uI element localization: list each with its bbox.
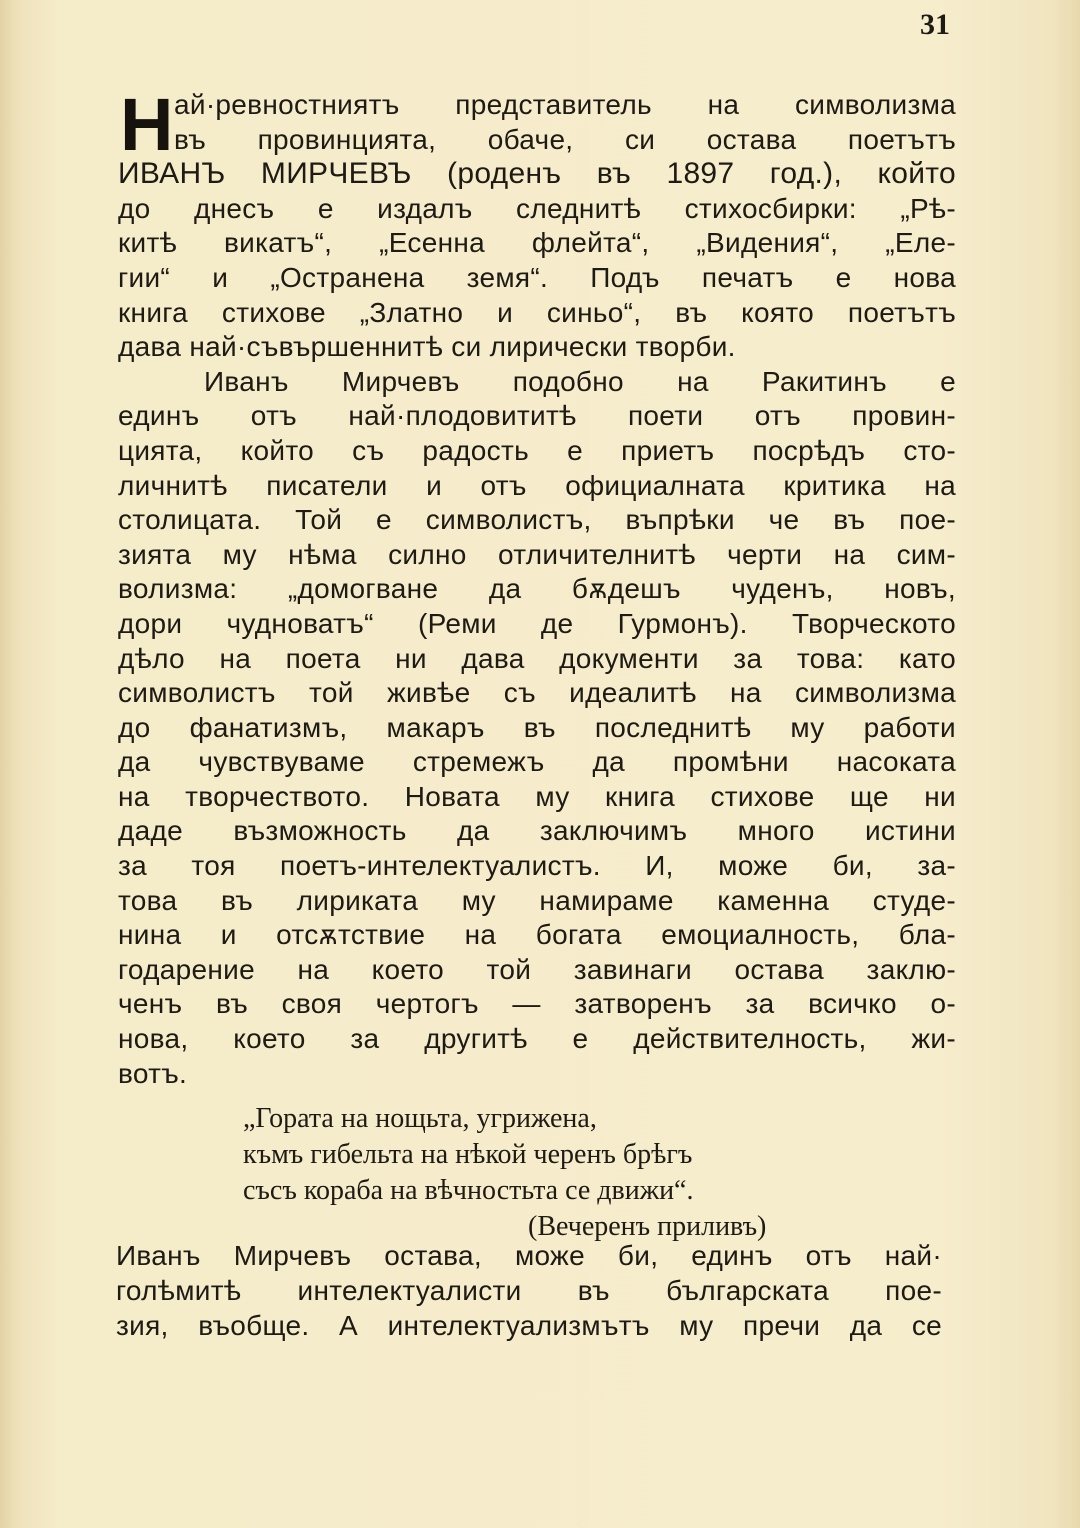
text-line: нина и отсѫтствие на богата емоциалность, бла-: [118, 919, 956, 951]
quote-line: съсъ кораба на вѣчностьта се движи“.: [243, 1175, 694, 1206]
text-line: голѣмитѣ интелектуалисти въ българската поe-: [116, 1275, 942, 1306]
drop-cap: Н: [120, 83, 174, 166]
paragraph-1-opening: [118, 83, 956, 166]
text-line: до фанатизмъ, макаръ въ последнитѣ му работи: [118, 711, 956, 743]
text-line: дѣло на поета ни дава документи за това: като: [118, 642, 956, 674]
text-line: даде възможность да заключимъ много истини: [118, 815, 956, 847]
text-line: китѣ викатъ“, „Есенна флейта“, „Видения“, „Еле-: [118, 227, 956, 259]
text-line: дава най·съвършеннитѣ си лирически творби.: [118, 331, 736, 363]
text-line: нова, което за другитѣ е действителность, жи-: [118, 1023, 956, 1055]
text-line: книга стихове „Златно и синьо“, въ която поетътъ: [118, 296, 956, 328]
text-line: символистъ той живѣе съ идеалитѣ на символизма: [118, 677, 956, 709]
text-line: това въ лириката му намираме каменна студе-: [118, 884, 956, 916]
poem-quote: [243, 1101, 843, 1242]
text-line: въ провинцията, обаче, си остава поетътъ: [174, 123, 956, 155]
quote-source: (Вечеренъ приливъ): [528, 1211, 767, 1242]
text-line: зията му нѣма силно отличителнитѣ черти на сим-: [118, 538, 956, 570]
text-line: Иванъ Мирчевъ подобно на Ракитинъ е: [204, 365, 956, 397]
text-line: гии“ и „Остранена земя“. Подъ печатъ е нова: [118, 261, 956, 293]
text-line: до днесъ е издалъ следнитѣ стихосбирки: „Рѣ-: [118, 192, 956, 224]
text-line: вотъ.: [118, 1057, 188, 1089]
text-line: ай·ревностниятъ представитель на символизма: [174, 89, 956, 120]
text-line: за тоя поетъ-интелектуалистъ. И, може би, за-: [118, 850, 956, 882]
text-line: ИВАНЪ МИРЧЕВЪ (роденъ въ 1897 год.), който: [118, 157, 956, 191]
quote-line: къмъ гибельта на нѣкой черенъ брѣгъ: [243, 1139, 693, 1170]
text-line: цията, който съ радость е приетъ посрѣдъ сто-: [118, 434, 956, 466]
text-line: дори чудноватъ“ (Реми де Гурмонъ). Творческото: [118, 607, 956, 639]
text-line: единъ отъ най·плодовититѣ поети отъ провин-: [118, 400, 956, 432]
body-text: [118, 83, 956, 1091]
text-line: на творчеството. Новата му книга стихове ще ни: [118, 780, 956, 812]
text-line: столицата. Той е символистъ, въпрѣки че въ поe-: [118, 504, 956, 536]
text-line: ченъ въ своя чертогъ — затворенъ за всичко о-: [118, 988, 956, 1020]
page-number: 31: [920, 8, 950, 41]
text-line: зия, въобще. А интелектуализмътъ му пречи да се: [116, 1310, 942, 1341]
text-line: Иванъ Мирчевъ остава, може би, единъ отъ най·: [116, 1240, 942, 1271]
text-line: да чувствуваме стремежъ да промѣни насоката: [118, 746, 956, 778]
quote-line: „Гората на нощьта, угрижена,: [243, 1103, 597, 1134]
text-line: волизма: „домогване да бѫдешъ чуденъ, новъ,: [118, 573, 956, 605]
text-line: личнитѣ писатели и отъ официалната критика на: [118, 469, 956, 501]
text-line: годарение на което той завинаги остава заклю-: [118, 953, 956, 985]
body-text-continued: [116, 1238, 942, 1343]
